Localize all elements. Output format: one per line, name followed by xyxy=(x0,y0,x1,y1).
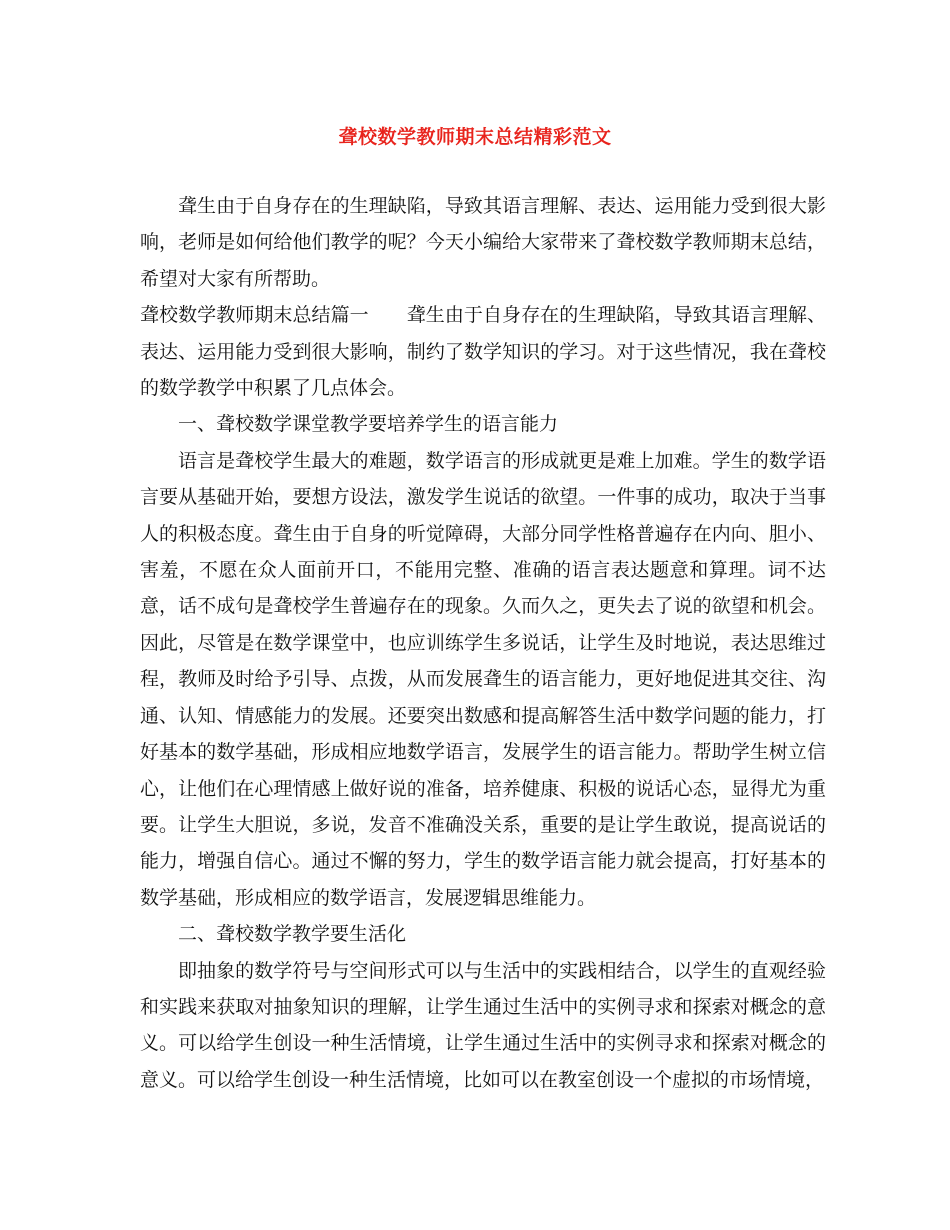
document-title: 聋校数学教师期末总结精彩范文 xyxy=(338,126,612,148)
part1-label: 聋校数学教师期末总结篇一 xyxy=(140,304,369,327)
intro-paragraph: 聋生由于自身存在的生理缺陷，导致其语言理解、表达、运用能力受到很大影响，老师是如何给他们教学的呢？今天小编给大家带来了聋校数学教师期末总结，希望对大家有所帮助。 xyxy=(140,195,826,290)
section-1-paragraph: 语言是聋校学生最大的难题，数学语言的形成就更是难上加难。学生的数学语言要从基础开始，要想方设法，激发学生说话的欲望。一件事的成功，取决于当事人的积极态度。聋生由于自身的听觉障碍，大部分同学性格普遍存在内向、胆小、害羞，不愿在众人面前开口，不能用完整、准确的语言表达题意和算理。词不达意，话不成句是聋校学生普遍存在的现象。久而久之，更失去了说的欲望和机会。因此，尽管是在数学课堂中，也应训练学生多说话，让学生及时地说，表达思维过程，教师及时给予引导、点拨，从而发展聋生的语言能力，更好地促进其交往、沟通、认知、情感能力的发展。还要突出数感和提高解答生活中数学问题的能力，打好基本的数学基础，形成相应地数学语言，发展学生的语言能力。帮助学生树立信心，让他们在心理情感上做好说的准备，培养健康、积极的说话心态，显得尤为重要。让学生大胆说，多说，发音不准确没关系，重要的是让学生敢说，提高说话的能力，增强自信心。通过不懈的努力，学生的数学语言能力就会提高，打好基本的数学基础，形成相应的数学语言，发展逻辑思维能力。 xyxy=(140,449,826,909)
document-body xyxy=(140,188,826,1098)
part1-paragraph xyxy=(140,297,826,406)
section-heading-2: 二、聋校数学教学要生活化 xyxy=(178,923,407,946)
part1-text: 聋生由于自身存在的生理缺陷，导致其语言理解、表达、运用能力受到很大影响，制约了数学知识的学习。对于这些情况，我在聋校的数学教学中积累了几点体会。 xyxy=(140,304,826,400)
section-heading-1: 一、聋校数学课堂教学要培养学生的语言能力 xyxy=(178,413,559,436)
section-2-paragraph: 即抽象的数学符号与空间形式可以与生活中的实践相结合，以学生的直观经验和实践来获取对抽象知识的理解，让学生通过生活中的实例寻求和探索对概念的意义。可以给学生创设一种生活情境，让学生通过生活中的实例寻求和探索对概念的意义。可以给学生创设一种生活情境，比如可以在教室创设一个虚拟的市场情境， xyxy=(140,959,826,1091)
